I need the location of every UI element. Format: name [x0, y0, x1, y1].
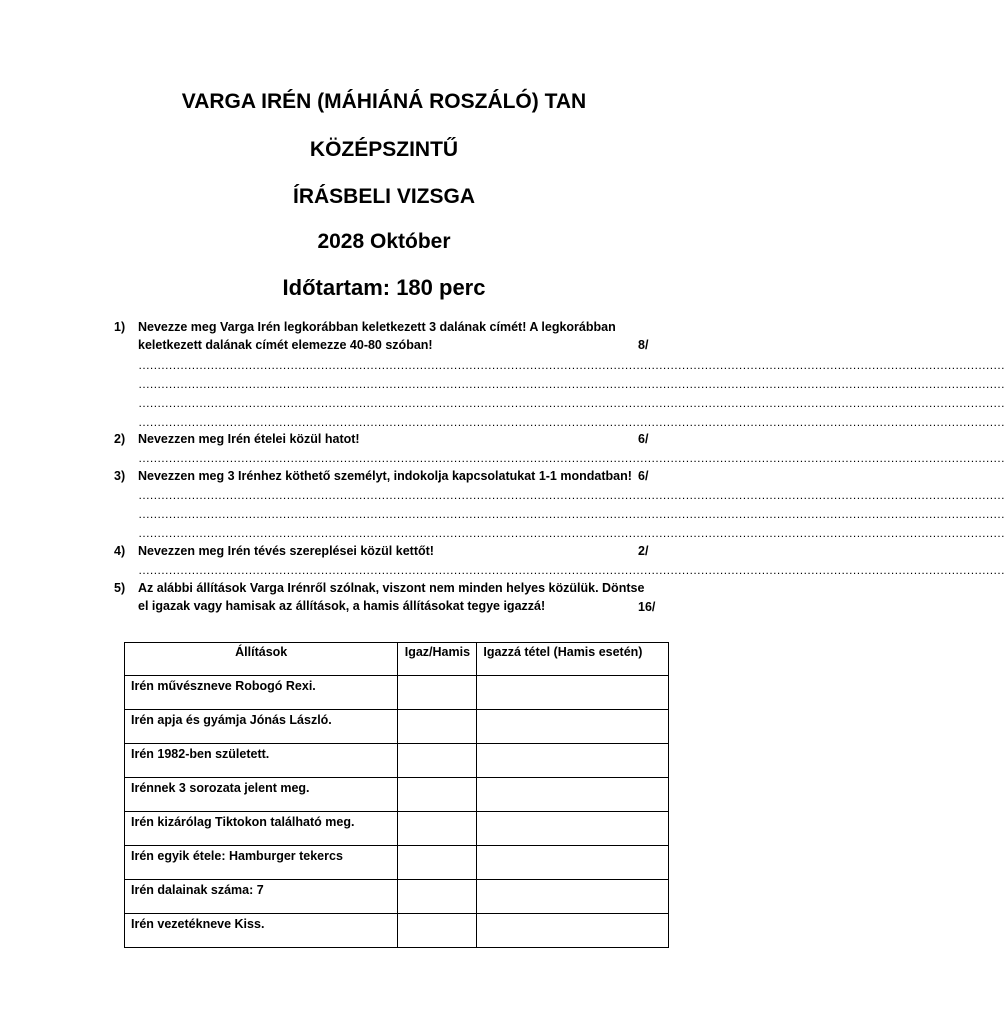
question-text: Nevezzen meg Irén tévés szereplései közül kettőt!: [138, 544, 434, 558]
exam-level: KÖZÉPSZINTŰ: [309, 138, 459, 161]
answer-line[interactable]: …………………………………………………………………………………………………………………………………………………………………………………………………………: [138, 377, 1004, 391]
answer-line[interactable]: …………………………………………………………………………………………………………………………………………………………………………………………………………: [138, 358, 1004, 372]
question-text: Nevezzen meg 3 Irénhez köthető személyt, indokolja kapcsolatukat 1-1 mondatban!: [138, 469, 632, 483]
correction-cell[interactable]: [477, 710, 669, 744]
table-header-row: [125, 643, 669, 676]
correction-cell[interactable]: [477, 880, 669, 914]
column-header-correction: Igazzá tétel (Hamis esetén): [477, 643, 669, 676]
answer-line[interactable]: …………………………………………………………………………………………………………………………………………………………………………………………………………: [138, 507, 1004, 521]
statement-cell: Irén kizárólag Tiktokon található meg.: [125, 812, 398, 846]
question-number: 4): [114, 544, 126, 558]
statements-table: [124, 642, 669, 948]
question-points: 2/: [638, 544, 649, 558]
answer-line[interactable]: …………………………………………………………………………………………………………………………………………………………………………………………………………: [138, 415, 1004, 429]
true-false-cell[interactable]: [398, 710, 477, 744]
statement-cell: Irén 1982-ben született.: [125, 744, 398, 778]
table-row: [125, 914, 669, 948]
question-number: 5): [114, 581, 126, 595]
table-row: [125, 676, 669, 710]
answer-line[interactable]: …………………………………………………………………………………………………………………………………………………………………………………………………………: [138, 526, 1004, 540]
correction-cell[interactable]: [477, 744, 669, 778]
question-points: 6/: [638, 432, 649, 446]
true-false-cell[interactable]: [398, 846, 477, 880]
exam-date: 2028 Október: [317, 230, 451, 253]
correction-cell[interactable]: [477, 676, 669, 710]
true-false-cell[interactable]: [398, 744, 477, 778]
table-row: [125, 812, 669, 846]
correction-cell[interactable]: [477, 778, 669, 812]
exam-title: VARGA IRÉN (MÁHIÁNÁ ROSZÁLÓ) TAN: [181, 90, 587, 113]
statement-cell: Irén vezetékneve Kiss.: [125, 914, 398, 948]
question-number: 1): [114, 320, 126, 334]
question-number: 3): [114, 469, 126, 483]
true-false-cell[interactable]: [398, 812, 477, 846]
table-row: [125, 778, 669, 812]
column-header-statements: Állítások: [125, 643, 398, 676]
correction-cell[interactable]: [477, 812, 669, 846]
statement-cell: Irén művészneve Robogó Rexi.: [125, 676, 398, 710]
question-text: Nevezze meg Varga Irén legkorábban keletkezett 3 dalának címét! A legkorábban keletkezett dalának címét elemezze 40-80 szóban!: [138, 320, 616, 352]
true-false-cell[interactable]: [398, 676, 477, 710]
correction-cell[interactable]: [477, 914, 669, 948]
answer-line[interactable]: …………………………………………………………………………………………………………………………………………………………………………………………………………: [138, 396, 1004, 410]
statement-cell: Irén apja és gyámja Jónás László.: [125, 710, 398, 744]
statement-cell: Irén dalainak száma: 7: [125, 880, 398, 914]
answer-line[interactable]: …………………………………………………………………………………………………………………………………………………………………………………………………………: [138, 488, 1004, 502]
table-row: [125, 846, 669, 880]
true-false-cell[interactable]: [398, 914, 477, 948]
question-points: 6/: [638, 469, 649, 483]
question-text: Az alábbi állítások Varga Irénről szólnak, viszont nem minden helyes közülük. Döntse el igazak vagy hamisak az állítások, a hamis állításokat tegye igazzá!: [138, 581, 645, 613]
true-false-cell[interactable]: [398, 778, 477, 812]
correction-cell[interactable]: [477, 846, 669, 880]
question-text: Nevezzen meg Irén ételei közül hatot!: [138, 432, 360, 446]
statement-cell: Irénnek 3 sorozata jelent meg.: [125, 778, 398, 812]
question-points: 8/: [638, 338, 649, 352]
question-number: 2): [114, 432, 126, 446]
table-row: [125, 880, 669, 914]
column-header-true-false: Igaz/Hamis: [398, 643, 477, 676]
true-false-cell[interactable]: [398, 880, 477, 914]
question-points: 16/: [638, 600, 656, 614]
answer-line[interactable]: …………………………………………………………………………………………………………………………………………………………………………………………………………: [138, 563, 1004, 577]
table-row: [125, 710, 669, 744]
statement-cell: Irén egyik étele: Hamburger tekercs: [125, 846, 398, 880]
table-row: [125, 744, 669, 778]
answer-line[interactable]: …………………………………………………………………………………………………………………………………………………………………………………………………………: [138, 451, 1004, 465]
exam-type: ÍRÁSBELI VIZSGA: [292, 185, 476, 208]
exam-duration: Időtartam: 180 perc: [282, 275, 486, 300]
